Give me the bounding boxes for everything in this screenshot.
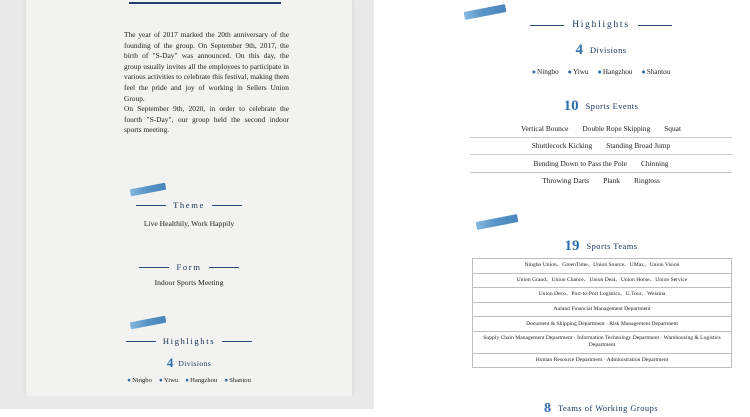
left-document-sheet bbox=[26, 0, 352, 396]
event-name: Double Rope Skipping bbox=[582, 123, 651, 133]
table-row bbox=[470, 155, 732, 173]
sports-teams-number: 19 bbox=[564, 238, 580, 254]
brush-stroke-decoration bbox=[476, 214, 519, 230]
brush-stroke-decoration bbox=[464, 4, 507, 20]
table-row bbox=[470, 120, 732, 138]
sports-events-count bbox=[456, 96, 746, 115]
location-pin-icon: ● bbox=[567, 68, 572, 76]
table-row: Ningbo Union、GreenTime、Union Source、UMax、Union Vision bbox=[473, 259, 731, 274]
divisions-count bbox=[26, 355, 352, 371]
city-name: Shantou bbox=[229, 377, 251, 384]
table-row: Union Grand、Union Chance、Union Deal、Union Horse、Union Service bbox=[473, 274, 731, 289]
intro-paragraph-2: On September 9th, 2020, in order to celebrate the fourth "S-Day", our group held the second indoor sports meeting. bbox=[124, 104, 289, 135]
location-pin-icon: ● bbox=[641, 68, 646, 76]
city-name: Yiwu bbox=[572, 68, 589, 76]
location-pin-icon: ● bbox=[531, 68, 537, 76]
heading-rule-left bbox=[126, 341, 156, 342]
table-row: Union Deco、Port-to-Port Logistics、U.Tour、Weiaina bbox=[473, 288, 731, 303]
divisions-label: Divisions bbox=[178, 359, 212, 368]
sports-teams-label: Sports Teams bbox=[586, 242, 638, 251]
heading-rule-left bbox=[136, 205, 166, 206]
table-row: Human Resource Department · Administration Department bbox=[535, 356, 669, 363]
city-name: Hangzhou bbox=[190, 377, 218, 384]
brush-stroke-decoration bbox=[130, 316, 167, 330]
city-name: Hangzhou bbox=[602, 68, 633, 76]
table-row: Auland Financial Management Department bbox=[473, 303, 731, 318]
divisions-number: 4 bbox=[575, 42, 583, 58]
sports-events-label: Sports Events bbox=[585, 102, 639, 111]
working-groups-number: 8 bbox=[543, 401, 551, 416]
divisions-number: 4 bbox=[166, 355, 174, 370]
divisions-label: Divisions bbox=[589, 46, 627, 55]
event-name: Throwing Darts bbox=[542, 176, 590, 185]
city-name: Yiwu bbox=[163, 377, 179, 384]
sports-teams-count bbox=[456, 236, 746, 255]
city-name: Ningbo bbox=[132, 377, 152, 384]
divisions-city-list bbox=[456, 68, 746, 76]
location-pin-icon: ● bbox=[158, 377, 163, 384]
intro-paragraph-1: The year of 2017 marked the 20th anniversary of the founding of the group. On September 9th, 2017, the birth of "S-Day" was announced. On this day, the group usually invites all the employees to participate in various activities to celebrate this festival, making them feel the pride and joy of working in Sellers Union Group. bbox=[124, 30, 290, 103]
divisions-city-list bbox=[26, 377, 352, 384]
table-row bbox=[470, 138, 732, 156]
section-heading-highlights-label: Highlights bbox=[162, 336, 216, 346]
working-groups-count bbox=[456, 398, 746, 417]
heading-rule-right bbox=[222, 341, 252, 342]
table-row bbox=[470, 173, 732, 190]
event-name: Plank bbox=[603, 176, 620, 185]
location-pin-icon: ● bbox=[185, 377, 190, 384]
sports-teams-table bbox=[472, 258, 732, 368]
top-rule-divider bbox=[129, 2, 281, 4]
location-pin-icon: ● bbox=[127, 377, 132, 384]
theme-value: Live Healthily, Work Happily bbox=[143, 219, 235, 228]
heading-rule-left bbox=[139, 267, 169, 268]
event-name: Shuttlecock Kicking bbox=[531, 141, 593, 150]
sports-events-table bbox=[470, 120, 732, 189]
table-row: Supply Chain Management Department · Information Technology Department · Warehousing & Logistics Department bbox=[473, 332, 731, 354]
right-document-sheet bbox=[456, 0, 746, 416]
form-value: Indoor Sports Meeting bbox=[154, 278, 224, 287]
section-heading-form bbox=[26, 262, 352, 272]
location-pin-icon: ● bbox=[597, 68, 602, 76]
section-heading-theme-label: Theme bbox=[173, 200, 205, 210]
city-name: Ningbo bbox=[537, 68, 559, 76]
event-name: Vertical Bounce bbox=[521, 123, 569, 133]
heading-rule-right bbox=[638, 25, 672, 26]
event-name: Standing Broad Jump bbox=[606, 141, 671, 150]
sports-events-number: 10 bbox=[563, 98, 579, 114]
heading-rule-left bbox=[530, 25, 564, 26]
intro-body-text bbox=[124, 30, 289, 136]
city-name: Shantou bbox=[646, 68, 671, 76]
working-groups-label: Teams of Working Groups bbox=[557, 404, 659, 413]
event-name: Chinning bbox=[640, 158, 669, 168]
heading-rule-right bbox=[209, 267, 239, 268]
left-page-panel bbox=[0, 0, 374, 409]
heading-rule-right bbox=[212, 205, 242, 206]
section-heading-highlights bbox=[26, 336, 352, 346]
section-heading-highlights bbox=[456, 20, 746, 30]
table-row: Document & Shipping Department · Risk Management Department bbox=[473, 317, 731, 332]
event-name: Bending Down to Pass the Pole bbox=[533, 158, 627, 168]
right-page-panel bbox=[374, 0, 750, 416]
section-heading-form-label: Form bbox=[176, 262, 202, 272]
section-heading-theme bbox=[26, 200, 352, 210]
event-name: Ringtoss bbox=[633, 176, 660, 185]
event-name: Squat bbox=[664, 123, 681, 133]
section-heading-highlights-label: Highlights bbox=[572, 20, 630, 30]
left-panel-bottom-bar bbox=[0, 396, 374, 409]
divisions-count bbox=[456, 40, 746, 59]
brush-stroke-decoration bbox=[130, 183, 167, 197]
location-pin-icon: ● bbox=[224, 377, 229, 384]
